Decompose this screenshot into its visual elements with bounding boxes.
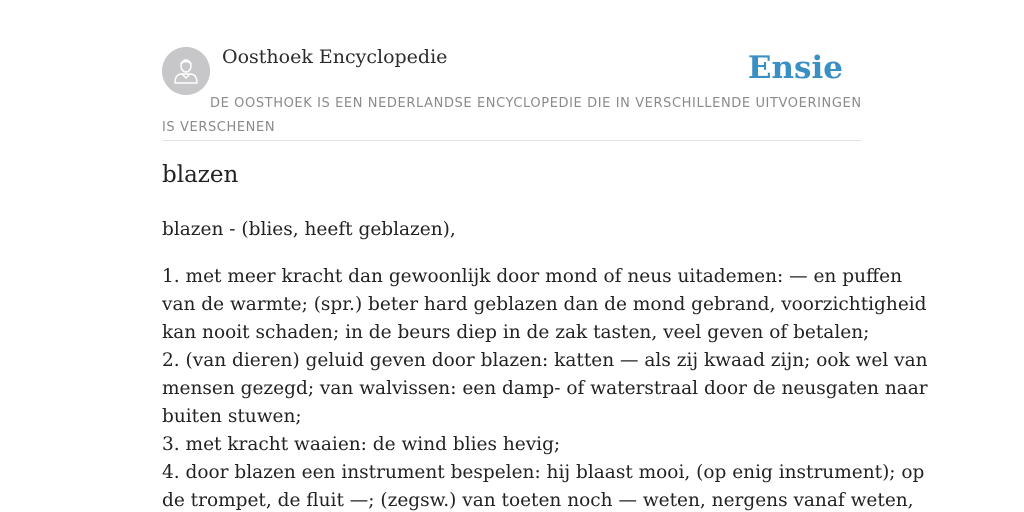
- definition-line: 1. met meer kracht dan gewoonlijk door mond of neus uitademen: — en puffen: [162, 266, 902, 287]
- definition-line: de trompet, de fluit —; (zegsw.) van toeten noch — weten, nergens vanaf weten,: [162, 490, 914, 511]
- source-title-link[interactable]: Oosthoek Encyclopedie: [222, 46, 448, 68]
- ensie-logo-link[interactable]: Ensie: [747, 50, 843, 86]
- definition-line: 4. door blazen een instrument bespelen: hij blaast mooi, (op enig instrument); op: [162, 462, 925, 483]
- entry-headword: blazen: [162, 162, 239, 188]
- definition-line: kan nooit schaden; in de beurs diep in de zak tasten, veel geven of betalen;: [162, 322, 870, 343]
- source-description: DE OOSTHOEK IS EEN NEDERLANDSE ENCYCLOPEDIE DIE IN VERSCHILLENDE UITVOERINGEN IS VERSCHENEN: [162, 96, 862, 135]
- entry-body: [162, 216, 928, 512]
- definition-line: van de warmte; (spr.) beter hard geblazen dan de mond gebrand, voorzichtigheid: [162, 294, 927, 315]
- entry-intro: blazen - (blies, heeft geblazen),: [162, 219, 456, 240]
- user-avatar-icon[interactable]: [162, 47, 210, 95]
- definition-line: 2. (van dieren) geluid geven door blazen: katten — als zij kwaad zijn; ook wel van: [162, 350, 928, 371]
- definition-line: 3. met kracht waaien: de wind blies hevig;: [162, 434, 561, 455]
- definition-line: mensen gezegd; van walvissen: een damp- of waterstraal door de neusgaten naar: [162, 378, 928, 399]
- entry-definitions: [162, 263, 928, 512]
- definition-line: buiten stuwen;: [162, 406, 302, 427]
- source-header: [162, 44, 862, 141]
